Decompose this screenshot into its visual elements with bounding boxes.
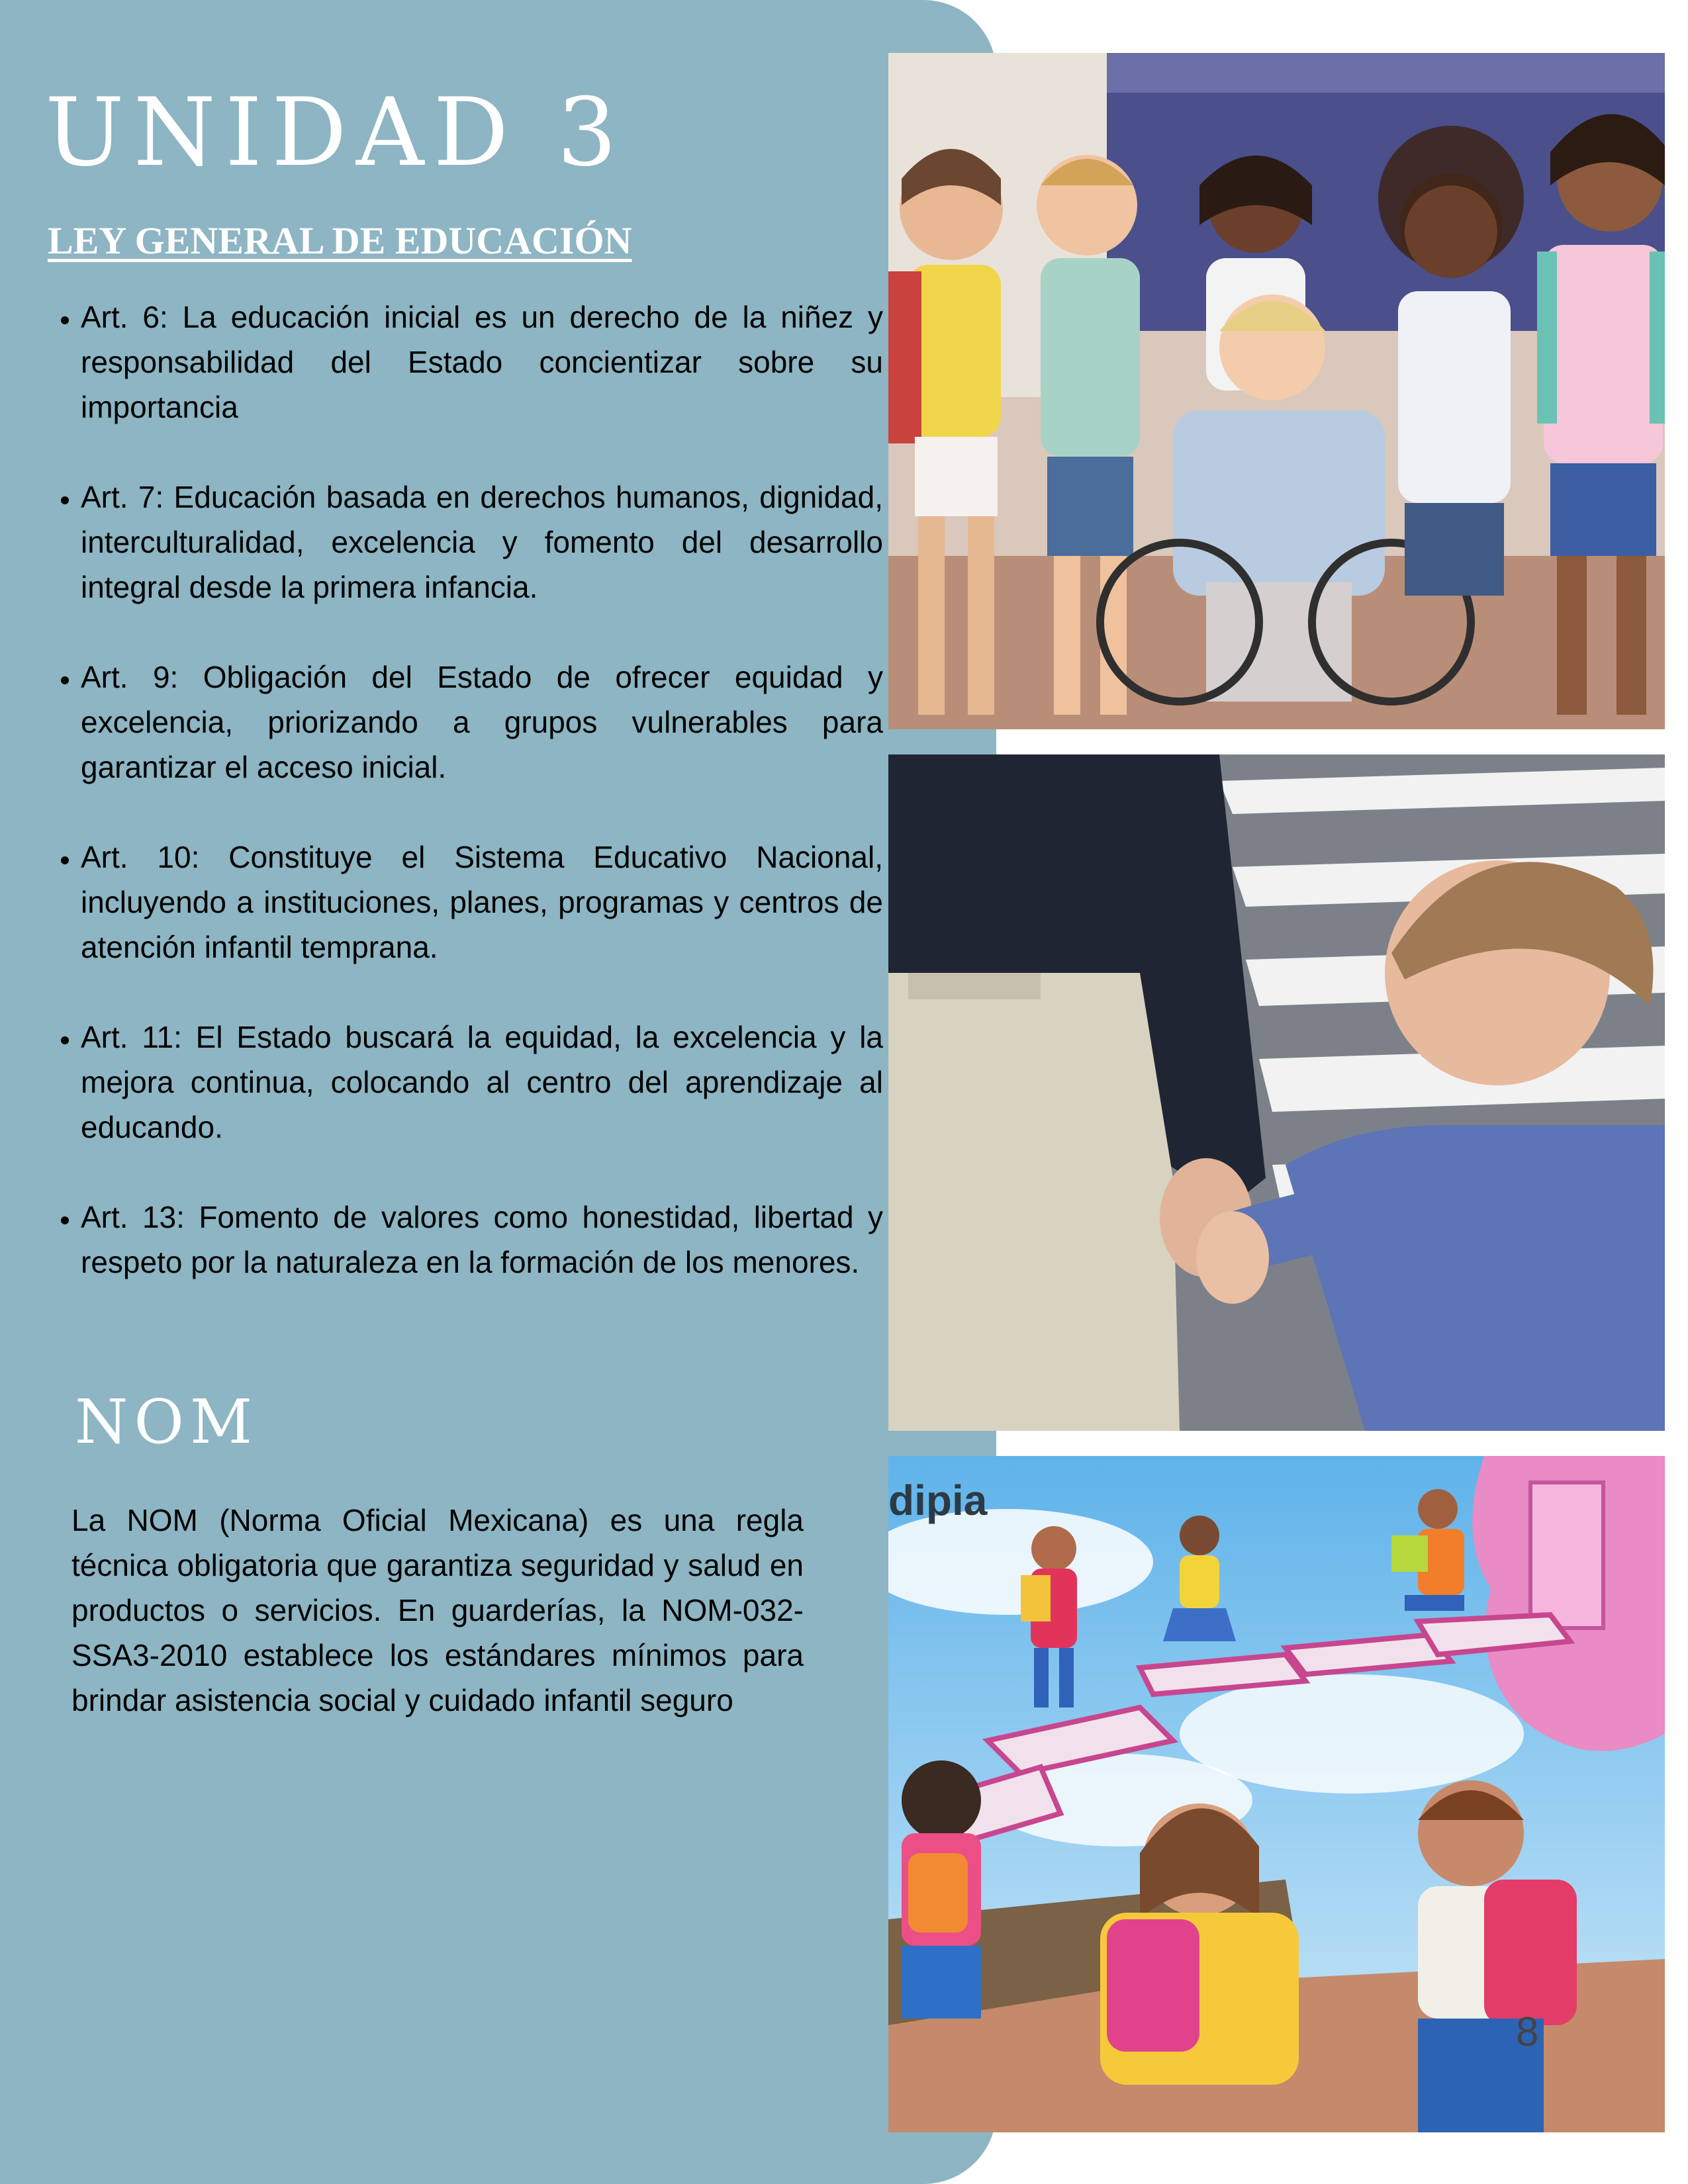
article-list [42,295,883,1330]
page-number: 8 [1516,2009,1539,2055]
crosswalk-photo [888,754,1665,1431]
article-item: • Art. 11: El Estado buscará la equidad, la excelencia y la mejora continua, colocando al centro del aprendizaje al educando. [81,1015,883,1150]
article-item: • Art. 13: Fomento de valores como honestidad, libertad y respeto por la naturaleza en la formación de los menores. [81,1195,883,1285]
article-item: • Art. 7: Educación basada en derechos humanos, dignidad, interculturalidad, excelencia y fomento del desarrollo integral desde la primera infancia. [81,475,883,610]
article-item: • Art. 9: Obligación del Estado de ofrecer equidad y excelencia, priorizando a grupos vulnerables para garantizar el acceso inicial. [81,655,883,790]
nom-heading: NOM [75,1387,259,1457]
article-item: • Art. 10: Constituye el Sistema Educativo Nacional, incluyendo a instituciones, planes, programas y centros de atención infantil temprana. [81,835,883,970]
article-item: • Art. 6: La educación inicial es un derecho de la niñez y responsabilidad del Estado concientizar sobre su importancia [81,295,883,430]
illustration-logo: dipia [888,1477,988,1524]
nom-paragraph: La NOM (Norma Oficial Mexicana) es una regla técnica obligatoria que garantiza seguridad y salud en productos o servicios. En guarderías, la NOM-032-SSA3-2010 establece los estándares mínimos para brindar asistencia social y cuidado infantil seguro [71,1503,804,1717]
law-subtitle: LEY GENERAL DE EDUCACIÓN [48,219,632,262]
children-illustration [888,1456,1665,2132]
children-group-photo [888,53,1665,729]
unit-title: UNIDAD 3 [45,78,626,187]
